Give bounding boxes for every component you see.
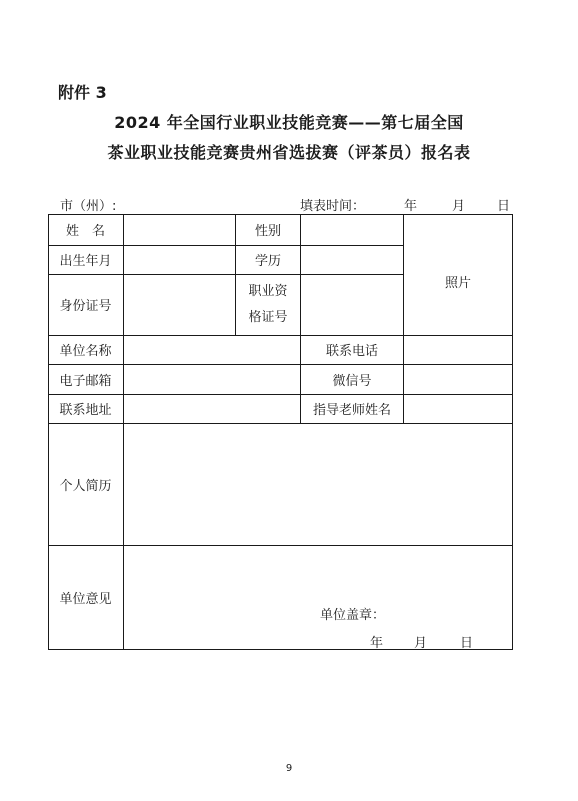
id-number-field[interactable] — [124, 274, 235, 335]
email-label: 电子邮箱 — [59, 373, 112, 389]
birth-label: 出生年月 — [59, 254, 112, 269]
resume-field[interactable] — [124, 423, 512, 545]
qualification-label — [236, 274, 300, 335]
education-label: 学历 — [254, 254, 281, 269]
registration-table — [48, 214, 513, 650]
form-title-line1: 2024 年全国行业职业技能竞赛——第七届全国 — [114, 113, 464, 132]
resume-label: 个人简历 — [59, 478, 112, 494]
gender-label: 性别 — [254, 224, 281, 239]
fill-day-label: 日 — [497, 199, 511, 214]
photo-area[interactable]: 照片 — [444, 276, 471, 291]
email-field[interactable] — [124, 364, 300, 394]
wechat-field[interactable] — [404, 364, 512, 394]
fill-month-label: 月 — [452, 199, 466, 214]
fill-time-label: 填表时间： — [300, 199, 366, 214]
seal-day-label: 日 — [460, 636, 474, 651]
gender-field[interactable] — [301, 214, 403, 245]
qualification-label-line1: 职业资 — [248, 283, 288, 299]
page-number: 9 — [285, 763, 293, 774]
seal-month-label: 月 — [414, 636, 428, 651]
birth-field[interactable] — [124, 245, 235, 274]
education-field[interactable] — [301, 245, 403, 274]
opinion-field[interactable] — [124, 545, 512, 649]
qualification-label-line2: 格证号 — [248, 309, 288, 325]
teacher-label: 指导老师姓名 — [312, 403, 391, 418]
table-line — [512, 214, 513, 650]
seal-label: 单位盖章： — [320, 608, 386, 623]
address-field[interactable] — [124, 394, 300, 423]
phone-label: 联系电话 — [325, 344, 378, 359]
opinion-label: 单位意见 — [59, 591, 112, 607]
id-number-label: 身份证号 — [59, 299, 112, 314]
fill-year-label: 年 — [404, 199, 418, 214]
name-label: 姓 名 — [65, 224, 105, 239]
name-field[interactable] — [124, 214, 235, 245]
form-title-line2: 茶业职业技能竞赛贵州省选拔赛（评茶员）报名表 — [107, 143, 471, 162]
employer-label: 单位名称 — [59, 344, 112, 359]
seal-year-label: 年 — [370, 636, 384, 651]
attachment-label: 附件 3 — [58, 83, 107, 102]
city-label: 市（州）: — [60, 199, 117, 214]
wechat-label: 微信号 — [332, 373, 372, 389]
employer-field[interactable] — [124, 335, 300, 364]
qualification-field[interactable] — [301, 274, 403, 335]
table-line — [48, 649, 513, 650]
phone-field[interactable] — [404, 335, 512, 364]
teacher-field[interactable] — [404, 394, 512, 423]
address-label: 联系地址 — [59, 403, 112, 418]
